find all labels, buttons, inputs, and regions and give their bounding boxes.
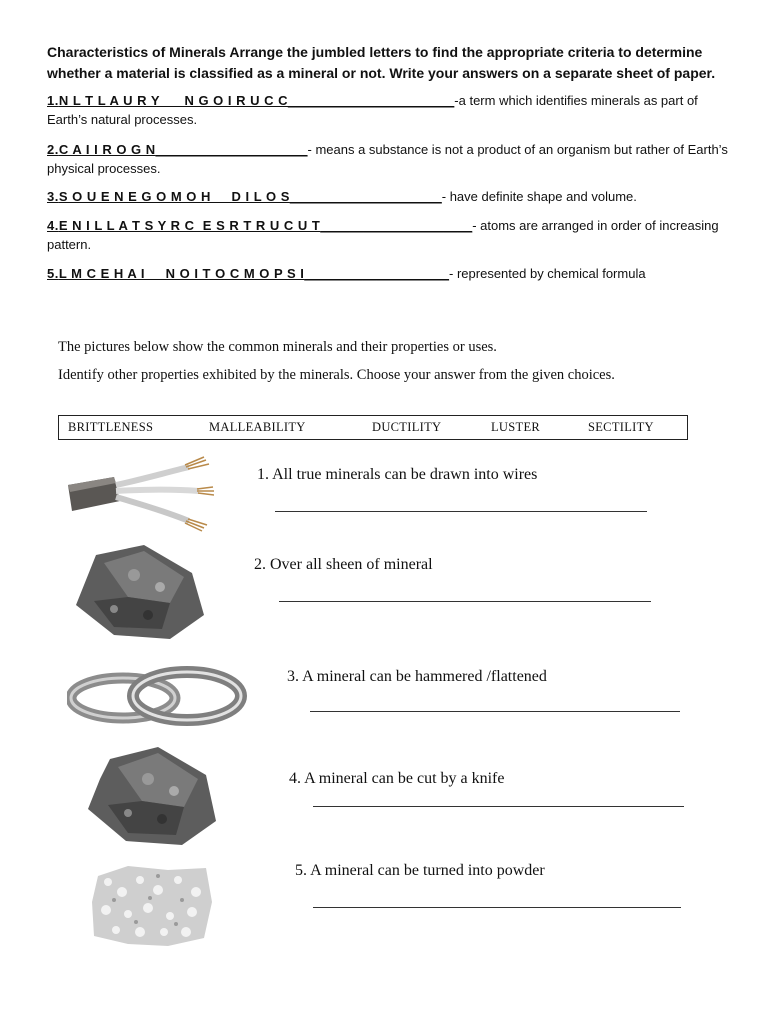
jumbled-word: 3.S O U E N E G O M O H D I L O S xyxy=(47,189,290,204)
copper-wires-image xyxy=(64,455,214,535)
choices-box xyxy=(58,415,688,440)
item-4-answer-line[interactable] xyxy=(313,806,684,807)
worksheet-title: Characteristics of Minerals Arrange the jumbled letters to find the appropriate criteria to determine whether a material is classified as a mineral or not. Write your answers on a separate sheet of paper. xyxy=(47,44,716,81)
answer-blank[interactable]: _____________________ xyxy=(320,218,473,233)
item-1-answer-line[interactable] xyxy=(275,511,647,512)
question-2 xyxy=(47,140,737,178)
choice-malleability: MALLEABILITY xyxy=(209,420,306,434)
jumbled-word: 5.L M C E H A I N O I T O C M O P S I xyxy=(47,266,305,281)
choice-luster: LUSTER xyxy=(491,420,541,434)
question-4 xyxy=(47,216,737,254)
item-5-text: 5. A mineral can be turned into powder xyxy=(295,862,545,879)
choice-ductility: DUCTILITY xyxy=(372,420,442,434)
item-1-text: 1. All true minerals can be drawn into wires xyxy=(257,466,538,483)
part2-intro-line1: The pictures below show the common minerals and their properties or uses. xyxy=(58,339,497,355)
mineral-rock-image xyxy=(86,745,218,847)
mineral-rock-image xyxy=(74,543,206,641)
answer-blank[interactable]: _____________________ xyxy=(155,142,308,157)
jumbled-word: 1.N L T L A U R Y N G O I R U C C xyxy=(47,93,288,108)
choice-sectility: SECTILITY xyxy=(588,420,654,434)
item-2-answer-line[interactable] xyxy=(279,601,651,602)
answer-blank[interactable]: ____________________ xyxy=(304,266,450,281)
item-3-text: 3. A mineral can be hammered /flattened xyxy=(287,668,547,685)
question-5 xyxy=(47,264,737,283)
question-1 xyxy=(47,91,737,129)
metal-rings-image xyxy=(67,658,247,738)
item-5-answer-line[interactable] xyxy=(313,907,681,908)
jumbled-word: 4.E N I L L A T S Y R C E S R T R U C U T xyxy=(47,218,321,233)
question-description: - represented by chemical formula xyxy=(449,266,646,281)
question-description: - have definite shape and volume. xyxy=(441,189,637,204)
item-3-answer-line[interactable] xyxy=(310,711,680,712)
answer-blank[interactable]: _______________________ xyxy=(288,93,455,108)
choice-brittleness: BRITTLENESS xyxy=(68,420,154,434)
question-description: -a term which identifies minerals as part of Earth’s natural processes. xyxy=(47,93,698,127)
question-description: - atoms are arranged in order of increasing pattern. xyxy=(47,218,719,252)
question-description: - means a substance is not a product of an organism but rather of Earth’s physical processes. xyxy=(47,142,728,176)
part2-intro-line2: Identify other properties exhibited by the minerals. Choose your answer from the given choices. xyxy=(58,367,615,383)
item-4-text: 4. A mineral can be cut by a knife xyxy=(289,770,505,787)
answer-blank[interactable]: _____________________ xyxy=(289,189,442,204)
item-2-text: 2. Over all sheen of mineral xyxy=(254,556,433,573)
question-3 xyxy=(47,187,737,206)
jumbled-word: 2.C A I I R O G N xyxy=(47,142,156,157)
crushed-mineral-image xyxy=(88,862,216,950)
